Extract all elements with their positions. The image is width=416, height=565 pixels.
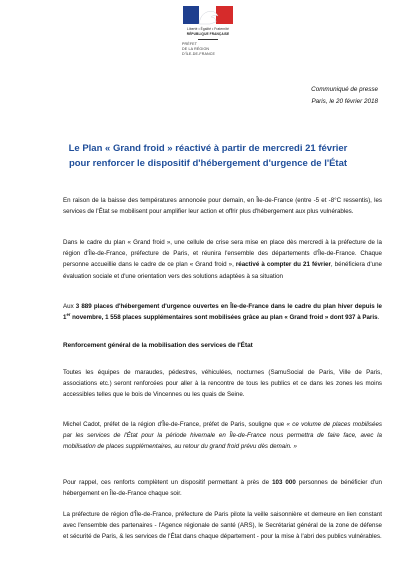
location-date: Paris, le 20 février 2018 bbox=[311, 97, 378, 105]
paragraph-prefecture-role: La préfecture de région d'Île-de-France, préfecture de Paris pilote la veille saisonnière et demeure en lien constant avec l'ensemble des partenaires - l'Agence régionale de santé (ARS), le Secrétariat général de la zone de défense et sécurité de Paris, & les services de l'État dans chaque département - pour la mise à l'abri des publics vulnérables. bbox=[63, 511, 382, 541]
prefet-line: PRÉFET bbox=[182, 42, 198, 46]
ordinal-sup: er bbox=[66, 312, 71, 318]
quote-attribution: Michel Cadot, préfet de la région d'Île-de-France, préfet de Paris, souligne que bbox=[63, 421, 287, 428]
places-intro: Aux bbox=[63, 303, 76, 310]
reminder-text-end: personnes de bénéficier d'un hébergement en Île-de-France chaque soir. bbox=[63, 479, 382, 498]
paragraph-crisis-cell bbox=[63, 237, 382, 282]
logo-divider bbox=[198, 39, 218, 40]
paragraph-weather: En raison de la baisse des températures annoncée pour demain, en Île-de-France (entre -5 et -8°C ressentis), les services de l'État se mobilisent pour amplifier leur action et offrir plus d'hébergement aux plus vulnérables. bbox=[63, 197, 382, 216]
paragraph-quote bbox=[63, 419, 382, 453]
prefet-idf-line: D'ÎLE-DE-FRANCE bbox=[182, 52, 216, 57]
republic-motto: Liberté • Égalité • Fraternité bbox=[187, 27, 229, 31]
paragraph-reminder bbox=[63, 477, 382, 499]
reminder-text: Pour rappel, ces renforts complètent un dispositif permettant à près de bbox=[63, 479, 273, 486]
places-end: . bbox=[377, 314, 380, 322]
places-figures bbox=[63, 303, 382, 321]
title-line-2: pour renforcer le dispositif d'hébergement d'urgence de l'État bbox=[68, 158, 348, 169]
doc-type: Communiqué de presse bbox=[311, 86, 378, 93]
title-line-1: Le Plan « Grand froid » réactivé à partir de mercredi 21 février bbox=[68, 143, 348, 154]
republic-name: RÉPUBLIQUE FRANÇAISE bbox=[186, 32, 230, 36]
marianne-logo bbox=[175, 4, 241, 44]
press-meta bbox=[311, 84, 378, 107]
paragraph-maraudes: Toutes les équipes de maraudes, pédestres, véhiculées, nocturnes (SamuSocial de Paris, Ville de Paris, associations etc.) seront renforcées pour aller à la rencontre de tous les publics et ce dans les zones les moins accessibles telles que le bois de Vincennes ou les quais de Seine. bbox=[63, 369, 382, 399]
crisis-cell-text-end: , bénéficiera d'une évaluation sociale et d'une orientation vers des solutions adaptées à sa situation bbox=[63, 261, 383, 280]
places-figures-text-end: novembre, 1 558 places supplémentaires sont mobilisées grâce au plan « Grand froid » dont 937 à Paris bbox=[70, 314, 378, 322]
section-heading: Renforcement général de la mobilisation des services de l'État bbox=[63, 342, 253, 349]
reactivation-date: réactivé à compter du 21 février bbox=[235, 261, 331, 269]
prefet-region-line: DE LA RÉGION bbox=[182, 47, 210, 52]
crisis-cell-text: Dans le cadre du plan « Grand froid », une cellule de crise sera mise en place dès mercredi à la préfecture de la région d'Île-de-France, préfecture de Paris, et réunira l'ensemble des départements d'Île-de-France. Chaque personne accueillie dans le cadre de ce plan « Grand froid », bbox=[63, 239, 382, 269]
prefet-quote: « ce volume de places mobilisées par les services de l'État pour la période hivernale en Île-de-France nous permettra de faire face, avec la mobilisation de places supplémentaires, au retour du grand froid prévu dès demain. » bbox=[63, 421, 382, 451]
places-figures-text: 3 889 places d'hébergement d'urgence ouvertes en Île-de-France dans le cadre du plan hiver depuis le 1 bbox=[63, 303, 382, 322]
prefet-caption bbox=[182, 42, 242, 57]
press-release-title bbox=[36, 141, 380, 171]
paragraph-places bbox=[63, 301, 382, 323]
marianne-flag-icon bbox=[180, 4, 236, 26]
people-count: 103 000 bbox=[272, 479, 296, 486]
